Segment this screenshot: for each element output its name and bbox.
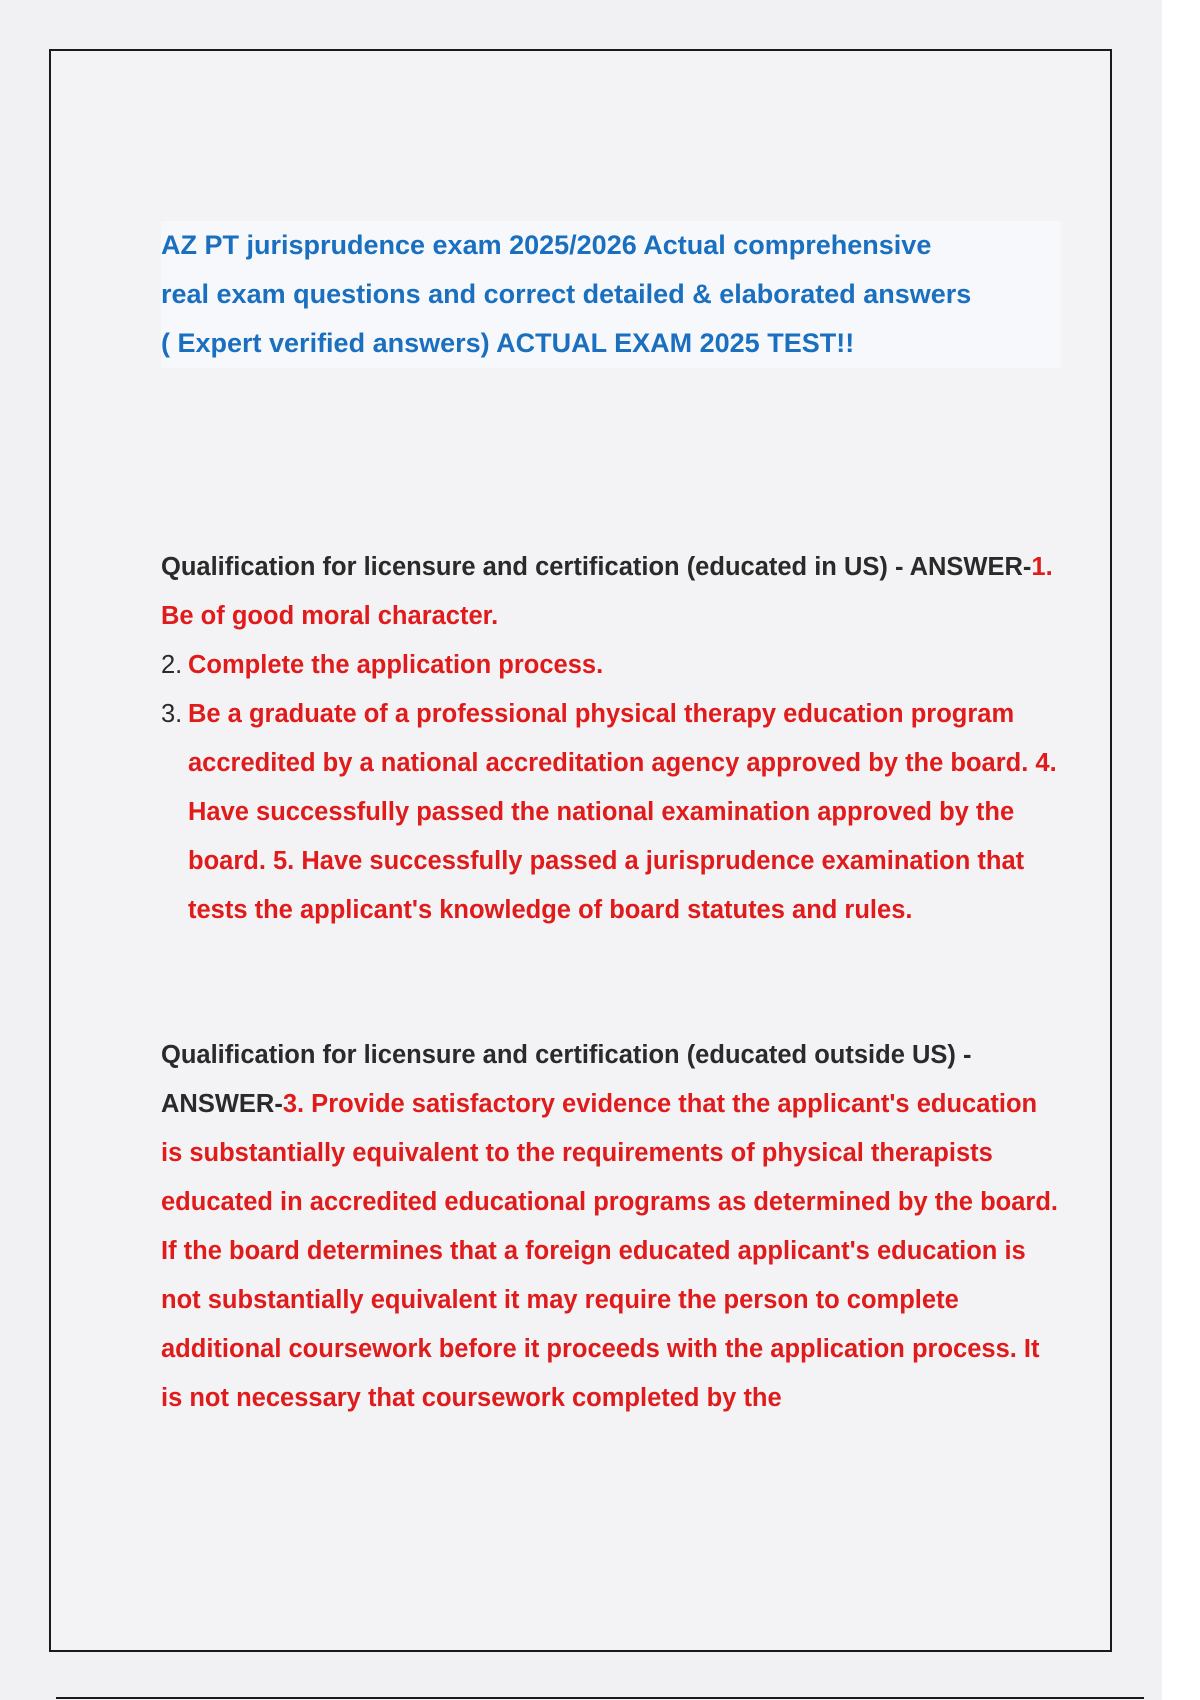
list-number: 2. [161,651,183,679]
question-text: Qualification for licensure and certification (educated in US) - ANSWER- [161,553,1032,581]
answer-text: 1. Be of good moral character. [161,553,1053,630]
title-line: AZ PT jurisprudence exam 2025/2026 Actual comprehensive [161,230,932,260]
list-item-text: Be a graduate of a professional physical therapy education program accredited by a national accreditation agency approved by the board. 4. Have successfully passed the national examination approved by the board. 5. Have successfully passed a jurisprudence examination that tests the applicant's knowledge of board statutes and rules. [188,700,1057,924]
title-line: ( Expert verified answers) ACTUAL EXAM 2025 TEST!! [161,328,855,358]
title-line: real exam questions and correct detailed & elaborated answers [161,279,972,309]
answer-text: 3. Provide satisfactory evidence that the applicant's education is substantially equivalent to the requirements of physical therapists educated in accredited educational programs as determined by the board. If the board determines that a foreign educated applicant's education is not substantially equivalent it may require the person to complete additional coursework before it proceeds with the application process. It is not necessary that coursework completed by the [161,1090,1058,1412]
answer-list-item [161,641,1061,690]
qa-block-educated-outside-us [161,1031,1061,1423]
answer-list-item [161,690,1061,935]
page-divider [56,1697,1144,1699]
document-page [49,49,1112,1652]
qa-block-educated-in-us [161,543,1061,935]
question-text: Qualification for licensure and certification (educated outside US) - ANSWER- [161,1041,972,1118]
document-title [161,221,1061,368]
list-number: 3. [161,700,183,728]
list-item-text: Complete the application process. [188,651,604,679]
qa-question-and-first-answer [161,543,1061,641]
page-margin-strip [1162,0,1200,1700]
